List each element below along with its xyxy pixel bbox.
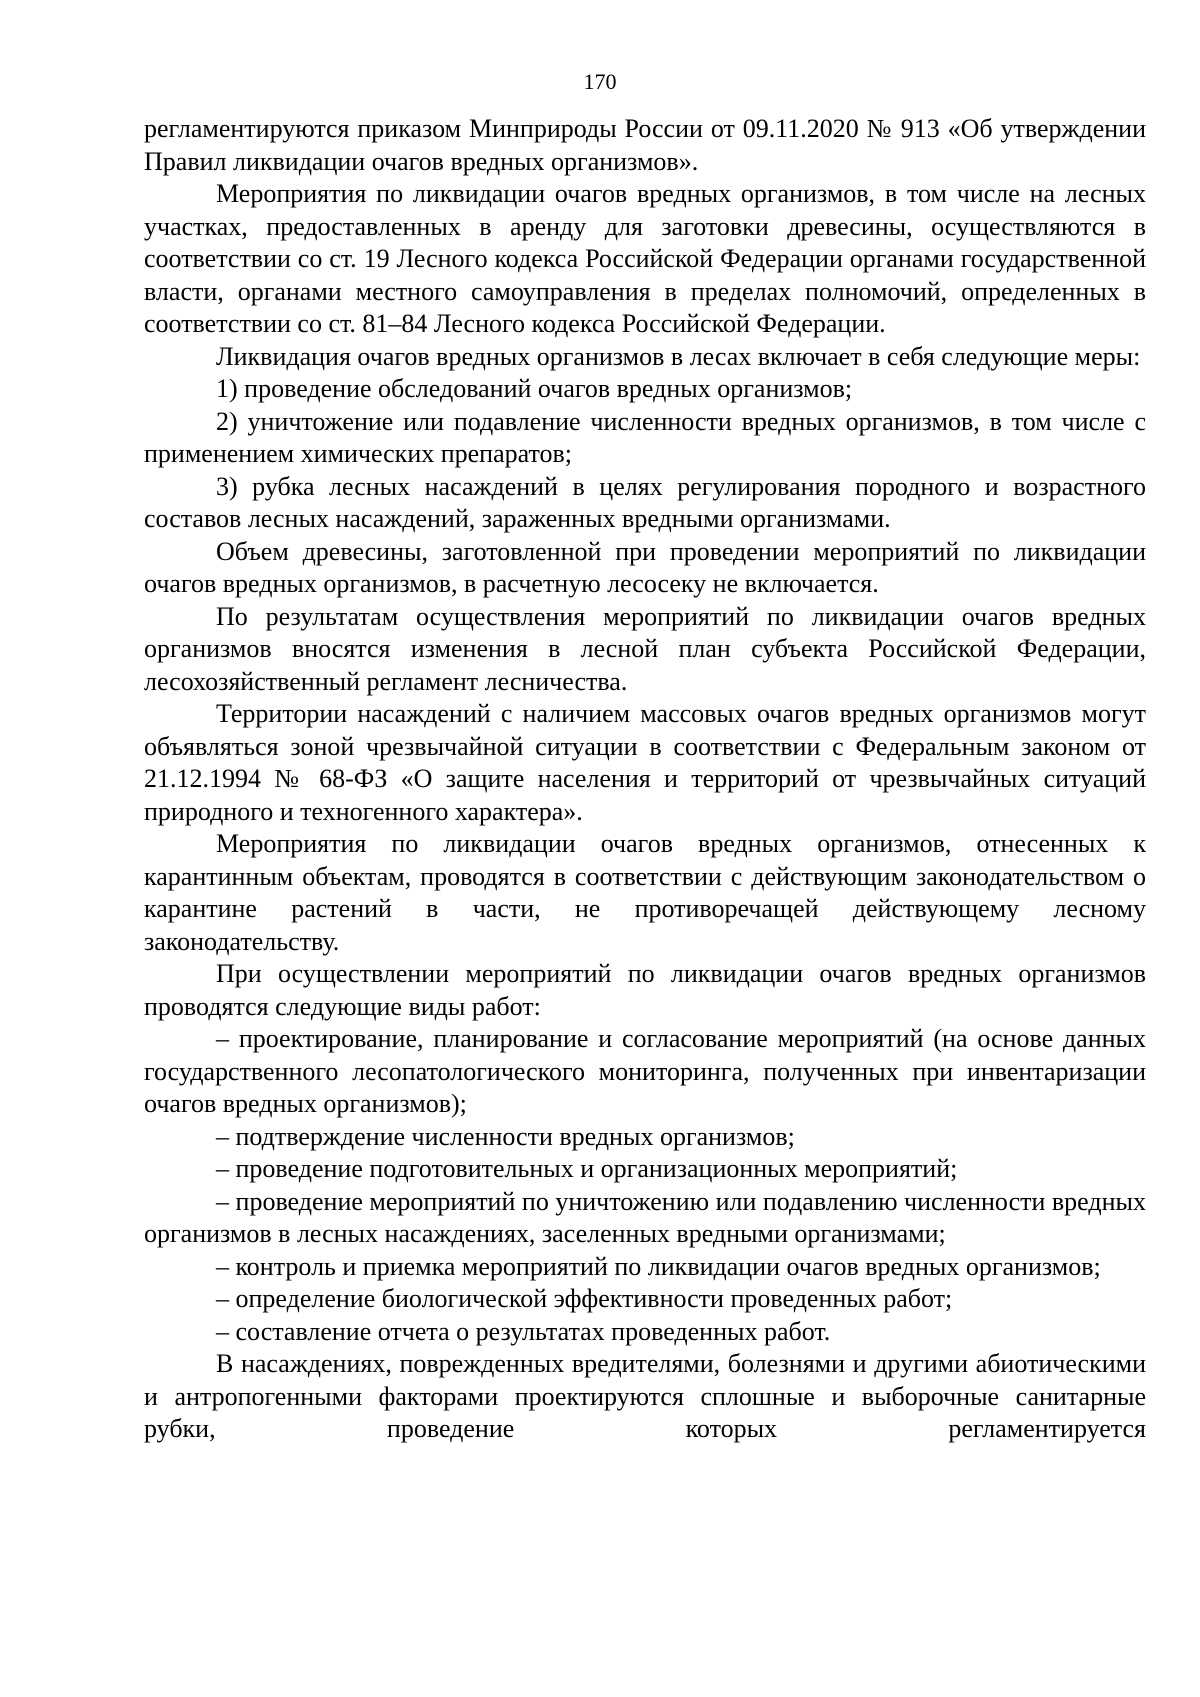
document-body: [144, 113, 1146, 1446]
paragraph: В насаждениях, поврежденных вредителями, болезнями и другими абиотическими и антропогенными факторами проектируются сплошные и выборочные санитарные рубки, проведение которых регламентируется: [144, 1349, 1146, 1443]
paragraph: Территории насаждений с наличием массовых очагов вредных организмов могут объявляться зоной чрезвычайной ситуации в соответствии с Федеральным законом от 21.12.1994 № 68-ФЗ «О защите населения и территорий от чрезвычайных ситуаций природного и техногенного характера».: [144, 699, 1146, 826]
paragraph: По результатам осуществления мероприятий по ликвидации очагов вредных организмов вносятся изменения в лесной план субъекта Российской Федерации, лесохозяйственный регламент лесничества.: [144, 601, 1146, 696]
paragraph: При осуществлении мероприятий по ликвидации очагов вредных организмов проводятся следующие виды работ:: [144, 959, 1146, 1021]
list-item: – проведение подготовительных и организационных мероприятий;: [216, 1154, 958, 1183]
list-item: – проектирование, планирование и согласование мероприятий (на основе данных государственного лесопатологического мониторинга, полученных при инвентаризации очагов вредных организмов);: [144, 1024, 1146, 1118]
list-item: – подтверждение численности вредных организмов;: [216, 1121, 795, 1151]
list-item: 1) проведение обследований очагов вредных организмов;: [216, 374, 853, 403]
paragraph: Мероприятия по ликвидации очагов вредных организмов, в том числе на лесных участках, предоставленных в аренду для заготовки древесины, осуществляются в соответствии со ст. 19 Лесного кодекса Российской Федерации органами государственной власти, органами местного самоуправления в пределах полномочий, определенных в соответствии со ст. 81–84 Лесного кодекса Российской Федерации.: [144, 179, 1146, 338]
page-number: 170: [583, 69, 617, 94]
paragraph: Объем древесины, заготовленной при проведении мероприятий по ликвидации очагов вредных организмов, в расчетную лесосеку не включается.: [144, 536, 1146, 598]
list-item: – определение биологической эффективности проведенных работ;: [216, 1284, 953, 1313]
paragraph: Ликвидация очагов вредных организмов в лесах включает в себя следующие меры:: [216, 341, 1141, 371]
list-item: – проведение мероприятий по уничтожению или подавлению численности вредных организмов в лесных насаждениях, заселенных вредными организмами;: [144, 1186, 1146, 1248]
paragraph: регламентируются приказом Минприроды России от 09.11.2020 № 913 «Об утверждении Правил ликвидации очагов вредных организмов».: [144, 114, 1146, 176]
list-item: 3) рубка лесных насаждений в целях регулирования породного и возрастного составов лесных насаждений, зараженных вредными организмами.: [144, 471, 1146, 533]
paragraph: Мероприятия по ликвидации очагов вредных организмов, отнесенных к карантинным объектам, проводятся в соответствии с действующим законодательством о карантине растений в части, не противоречащей действующему лесному законодательству.: [144, 829, 1146, 956]
list-item: – составление отчета о результатах проведенных работ.: [216, 1316, 831, 1346]
list-item: 2) уничтожение или подавление численности вредных организмов, в том числе с применением химических препаратов;: [144, 406, 1146, 468]
list-item: – контроль и приемка мероприятий по ликвидации очагов вредных организмов;: [216, 1251, 1101, 1281]
